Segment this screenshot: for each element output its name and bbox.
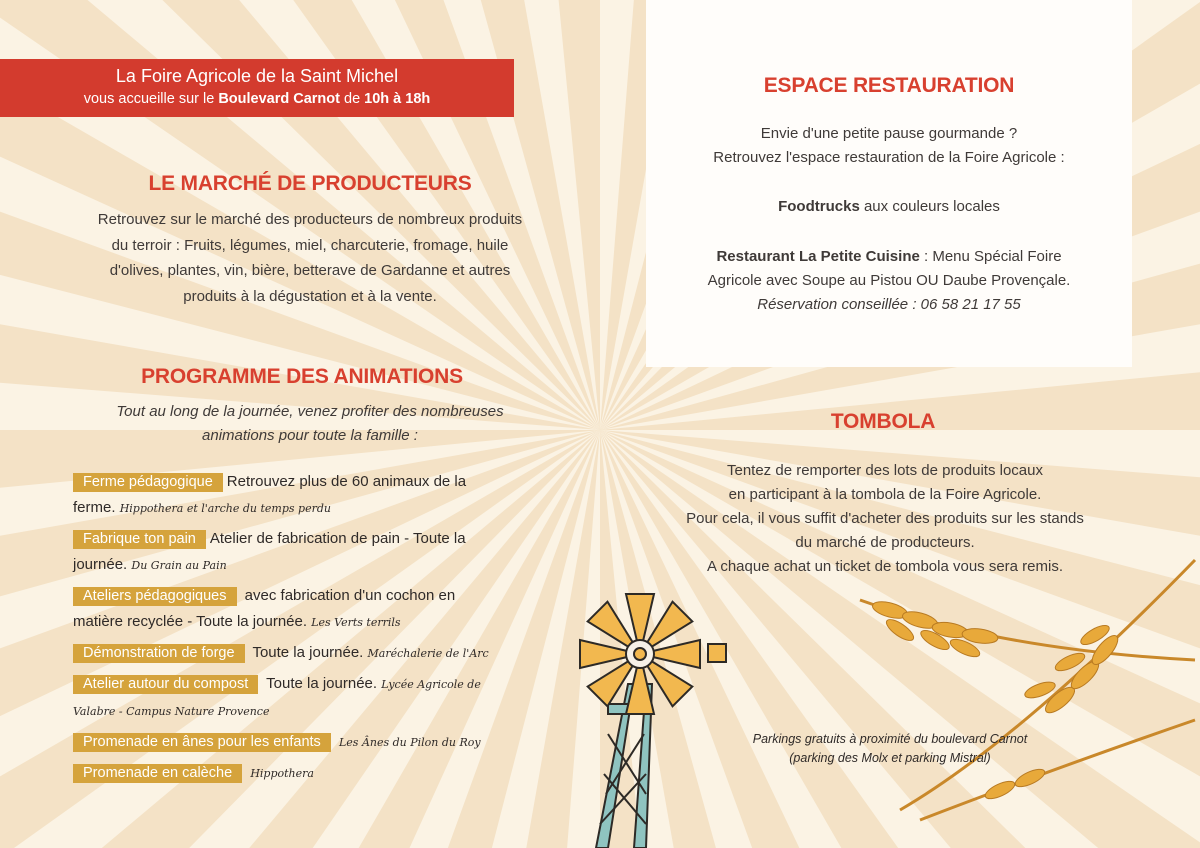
programme-heading: PROGRAMME DES ANIMATIONS xyxy=(141,365,463,388)
tombola-heading: TOMBOLA xyxy=(830,410,936,433)
restauration-heading: ESPACE RESTAURATION xyxy=(763,74,1015,97)
list-item-cont: Valabre - Campus Nature Provence xyxy=(73,705,270,718)
list-item: Fabrique ton pain Atelier de fabrication de pain - Toute la xyxy=(73,526,543,552)
windmill-illustration xyxy=(548,574,738,848)
programme-intro: Tout au long de la journée, venez profiter des nombreuses animations pour toute la famille : xyxy=(116,403,504,444)
marche-heading: LE MARCHÉ DE PRODUCTEURS xyxy=(148,172,472,195)
animation-list xyxy=(73,469,543,787)
list-item-cont: journée. Du Grain au Pain xyxy=(73,556,227,573)
tombola-text: Tentez de remporter des lots de produits locaux en participant à la tombola de la Foire Agricole. Pour cela, il vous suffit d'acheter des produits sur les stands du marché de producteurs. A chaque achat un ticket de tombola vous sera remis. xyxy=(686,462,1084,575)
marche-text: Retrouvez sur le marché des producteurs de nombreux produits du terroir : Fruits, légumes, miel, charcuterie, fromage, huile d'olives, plantes, vin, bière, betterave de Gardanne et autres produits à la dégustation et à la vente. xyxy=(97,211,523,305)
tag-ateliers: Ateliers pédagogiques xyxy=(73,587,237,606)
parking-info: Parkings gratuits à proximité du boulevard Carnot (parking des Molx et parking Mistral) xyxy=(752,732,1028,765)
list-item: Ateliers pédagogiques avec fabrication d'un cochon en xyxy=(73,583,543,609)
tag-ferme: Ferme pédagogique xyxy=(73,473,223,492)
list-item-cont: matière recyclée - Toute la journée. Les Verts terrils xyxy=(73,613,401,630)
tag-forge: Démonstration de forge xyxy=(73,644,245,663)
restauration-text: Envie d'une petite pause gourmande ? Retrouvez l'espace restauration de la Foire Agricole : Foodtrucks aux couleurs locales Restaurant La Petite Cuisine : Menu Spécial Foire Agricole avec Soupe au Pistou OU Daube Provençale. Réservation conseillée : 06 58 21 17 55 xyxy=(707,125,1071,313)
list-item: Ferme pédagogique Retrouvez plus de 60 animaux de la xyxy=(73,469,543,495)
tag-caleche: Promenade en calèche xyxy=(73,764,242,783)
tag-pain: Fabrique ton pain xyxy=(73,530,206,549)
list-item-cont: ferme. Hippothera et l'arche du temps perdu xyxy=(73,499,331,516)
tag-compost: Atelier autour du compost xyxy=(73,675,258,694)
list-item: Atelier autour du compost Toute la journée. Lycée Agricole de xyxy=(73,671,543,698)
wheat-illustration xyxy=(800,540,1200,830)
banner-subtitle: vous accueille sur le Boulevard Carnot de 10h à 18h xyxy=(83,91,431,107)
list-item: Promenade en ânes pour les enfants Les Ânes du Pilon du Roy xyxy=(73,729,543,756)
banner-title: La Foire Agricole de la Saint Michel xyxy=(115,66,399,86)
list-item: Promenade en calèche Hippothera xyxy=(73,760,543,787)
tag-anes: Promenade en ânes pour les enfants xyxy=(73,733,331,752)
list-item: Démonstration de forge Toute la journée. Maréchalerie de l'Arc xyxy=(73,640,543,667)
header-banner xyxy=(0,59,514,117)
